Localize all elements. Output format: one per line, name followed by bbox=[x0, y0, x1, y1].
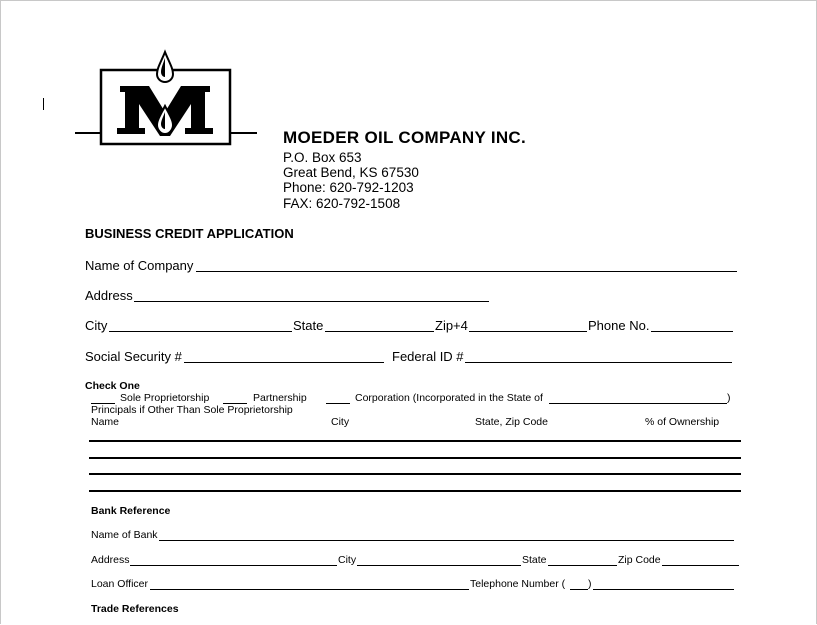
incorporated-state-field[interactable] bbox=[549, 393, 727, 404]
city-field[interactable] bbox=[109, 317, 292, 332]
area-code-field[interactable] bbox=[570, 579, 588, 590]
column-name-header: Name bbox=[91, 416, 120, 428]
bank-address-field[interactable] bbox=[130, 555, 337, 566]
telephone-number-label: Telephone Number ( bbox=[470, 578, 566, 590]
bank-city-label: City bbox=[338, 554, 357, 566]
city-state-zip: Great Bend, KS 67530 bbox=[283, 165, 419, 180]
sole-proprietorship-checkbox[interactable] bbox=[91, 393, 115, 404]
loan-officer-label: Loan Officer bbox=[91, 578, 149, 590]
principal-row-1[interactable] bbox=[89, 440, 741, 442]
principals-label: Principals if Other Than Sole Proprietorship bbox=[91, 404, 293, 416]
principal-row-2[interactable] bbox=[89, 457, 741, 459]
principal-row-3[interactable] bbox=[89, 473, 741, 475]
company-name: MOEDER OIL COMPANY INC. bbox=[283, 128, 527, 147]
corporation-checkbox[interactable] bbox=[326, 393, 350, 404]
partnership-label: Partnership bbox=[253, 392, 307, 404]
po-box: P.O. Box 653 bbox=[283, 150, 362, 165]
loan-officer-field[interactable] bbox=[150, 579, 469, 590]
zip-label: Zip+4 bbox=[435, 318, 468, 333]
city-label: City bbox=[85, 318, 108, 333]
name-of-bank-label: Name of Bank bbox=[91, 529, 158, 541]
name-of-company-field[interactable] bbox=[196, 257, 737, 272]
check-one-heading: Check One bbox=[85, 380, 140, 392]
telephone-number-field[interactable] bbox=[593, 579, 734, 590]
bank-state-field[interactable] bbox=[548, 555, 617, 566]
address-field[interactable] bbox=[134, 287, 489, 302]
ssn-field[interactable] bbox=[184, 348, 384, 363]
column-ownership-header: % of Ownership bbox=[645, 416, 720, 428]
bank-city-field[interactable] bbox=[357, 555, 521, 566]
name-of-company-label: Name of Company bbox=[85, 258, 194, 273]
telephone-close-paren: ) bbox=[588, 578, 592, 590]
company-logo bbox=[75, 48, 257, 146]
bank-zip-label: Zip Code bbox=[618, 554, 661, 566]
form-title: BUSINESS CREDIT APPLICATION bbox=[85, 226, 294, 241]
column-city-header: City bbox=[331, 416, 350, 428]
bank-zip-field[interactable] bbox=[662, 555, 739, 566]
address-label: Address bbox=[85, 288, 133, 303]
bank-address-label: Address bbox=[91, 554, 130, 566]
name-of-bank-field[interactable] bbox=[159, 530, 734, 541]
bank-reference-heading: Bank Reference bbox=[91, 505, 171, 517]
column-state-zip-header: State, Zip Code bbox=[475, 416, 548, 428]
fax-number: FAX: 620-792-1508 bbox=[283, 196, 401, 211]
phone-number: Phone: 620-792-1203 bbox=[283, 180, 414, 195]
close-paren: ) bbox=[727, 392, 731, 404]
state-label: State bbox=[293, 318, 324, 333]
state-field[interactable] bbox=[325, 317, 434, 332]
trade-references-heading: Trade References bbox=[91, 603, 179, 615]
partnership-checkbox[interactable] bbox=[223, 393, 247, 404]
corporation-label: Corporation (Incorporated in the State of bbox=[355, 392, 543, 404]
principal-row-4[interactable] bbox=[89, 490, 741, 492]
ssn-label: Social Security # bbox=[85, 349, 182, 364]
bank-state-label: State bbox=[522, 554, 547, 566]
federal-id-field[interactable] bbox=[465, 348, 732, 363]
text-cursor bbox=[43, 98, 44, 110]
sole-proprietorship-label: Sole Proprietorship bbox=[120, 392, 210, 404]
phone-no-field[interactable] bbox=[651, 317, 733, 332]
zip-field[interactable] bbox=[469, 317, 587, 332]
federal-id-label: Federal ID # bbox=[392, 349, 464, 364]
phone-no-label: Phone No. bbox=[588, 318, 650, 333]
